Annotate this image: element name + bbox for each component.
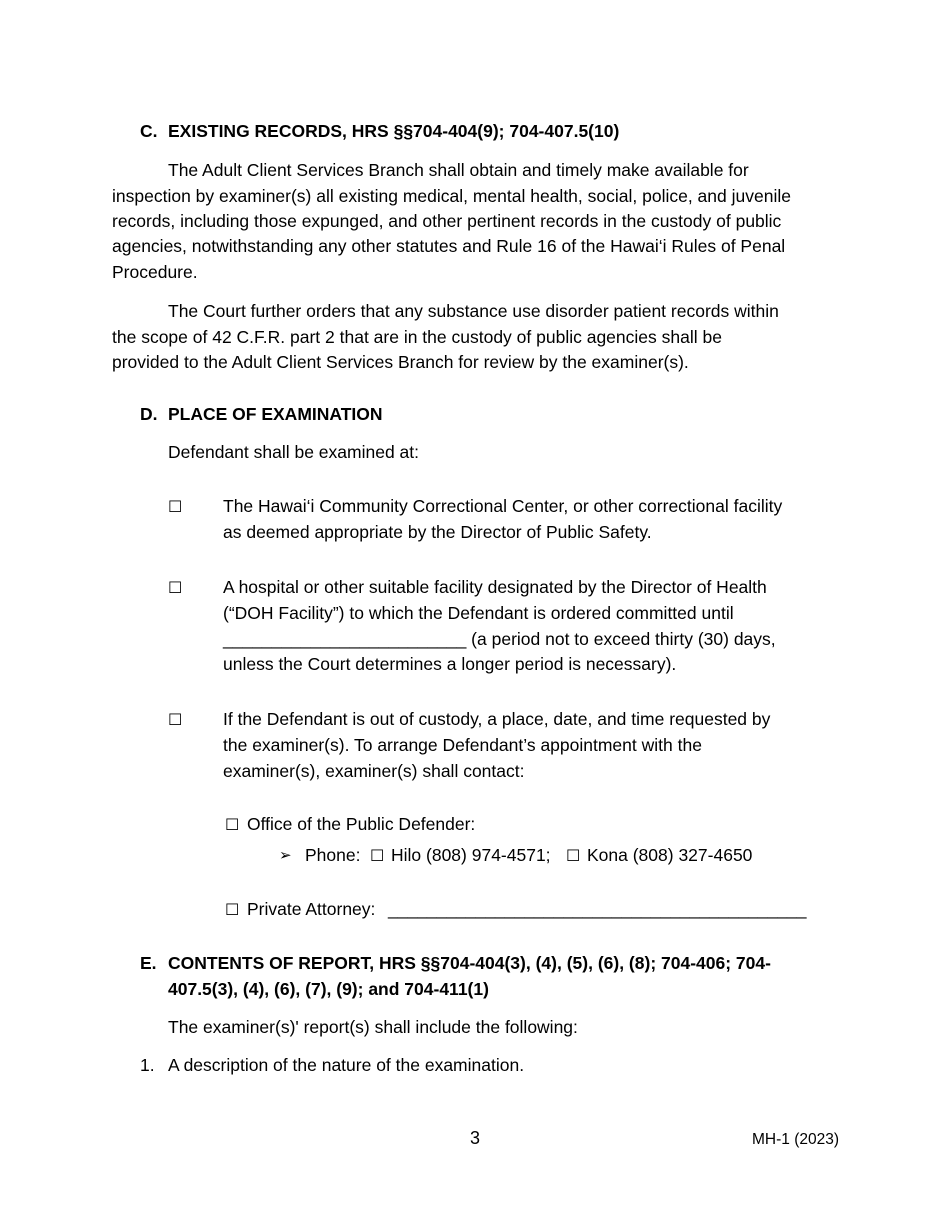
checkbox-doh-facility[interactable]: ☐: [168, 578, 183, 597]
text-line: agencies, notwithstanding any other statutes and Rule 16 of the Hawai‘i Rules of Penal: [112, 236, 786, 256]
option-doh-line: (“DOH Facility”) to which the Defendant is ordered committed until: [223, 603, 734, 623]
section-c-title: EXISTING RECORDS, HRS §§704-404(9); 704-407.5(10): [168, 121, 620, 141]
option-out-of-custody-line: the examiner(s). To arrange Defendant’s appointment with the: [223, 735, 702, 755]
checkbox-hilo[interactable]: ☐: [370, 846, 385, 865]
private-attorney-label: Private Attorney:: [247, 899, 376, 919]
text-line: The Adult Client Services Branch shall obtain and timely make available for: [168, 160, 749, 180]
checkbox-out-of-custody[interactable]: ☐: [168, 710, 183, 729]
section-e-title-line: CONTENTS OF REPORT, HRS §§704-404(3), (4), (5), (6), (8); 704-406; 704-: [168, 953, 771, 973]
option-out-of-custody-line: If the Defendant is out of custody, a place, date, and time requested by: [223, 709, 771, 729]
arrow-bullet-icon: ➢: [279, 846, 292, 864]
checkbox-kona[interactable]: ☐: [566, 846, 581, 865]
kona-phone: Kona (808) 327-4650: [587, 845, 753, 865]
option-correctional-line: as deemed appropriate by the Director of Public Safety.: [223, 522, 652, 542]
option-correctional-line: The Hawai‘i Community Correctional Center, or other correctional facility: [223, 496, 783, 516]
phone-label: Phone:: [305, 845, 361, 865]
public-defender-label: Office of the Public Defender:: [247, 814, 476, 834]
option-out-of-custody-line: examiner(s), examiner(s) shall contact:: [223, 761, 525, 781]
text-line: records, including those expunged, and other pertinent records in the custody of public: [112, 211, 782, 231]
checkbox-public-defender[interactable]: ☐: [225, 815, 240, 834]
section-e-title-line: 407.5(3), (4), (6), (7), (9); and 704-411(1): [168, 979, 489, 999]
text-line: The Court further orders that any substance use disorder patient records within: [168, 301, 779, 321]
option-doh-line: unless the Court determines a longer period is necessary).: [223, 654, 677, 674]
form-id: MH-1 (2023): [752, 1131, 839, 1148]
section-e-intro: The examiner(s)' report(s) shall include the following:: [168, 1017, 578, 1037]
section-d-title: PLACE OF EXAMINATION: [168, 404, 383, 424]
text-line: Procedure.: [112, 262, 198, 282]
item-1-number: 1.: [140, 1055, 155, 1075]
hilo-phone: Hilo (808) 974-4571;: [391, 845, 551, 865]
section-d-letter: D.: [140, 404, 158, 424]
text-line: provided to the Adult Client Services Branch for review by the examiner(s).: [112, 352, 689, 372]
page-number: 3: [469, 1128, 480, 1148]
item-1-text: A description of the nature of the examination.: [168, 1055, 525, 1075]
option-doh-line: A hospital or other suitable facility designated by the Director of Health: [223, 577, 767, 597]
text-line: inspection by examiner(s) all existing medical, mental health, social, police, and juvenile: [112, 186, 791, 206]
text-line: the scope of 42 C.F.R. part 2 that are in the custody of public agencies shall be: [112, 327, 722, 347]
checkbox-correctional-center[interactable]: ☐: [168, 497, 183, 516]
section-c-letter: C.: [140, 121, 158, 141]
checkbox-private-attorney[interactable]: ☐: [225, 900, 240, 919]
section-e-letter: E.: [140, 953, 157, 973]
private-attorney-field[interactable]: ___________________________________________: [388, 899, 807, 919]
option-doh-line: _________________________ (a period not to exceed thirty (30) days,: [223, 629, 776, 649]
section-d-intro: Defendant shall be examined at:: [168, 442, 419, 462]
